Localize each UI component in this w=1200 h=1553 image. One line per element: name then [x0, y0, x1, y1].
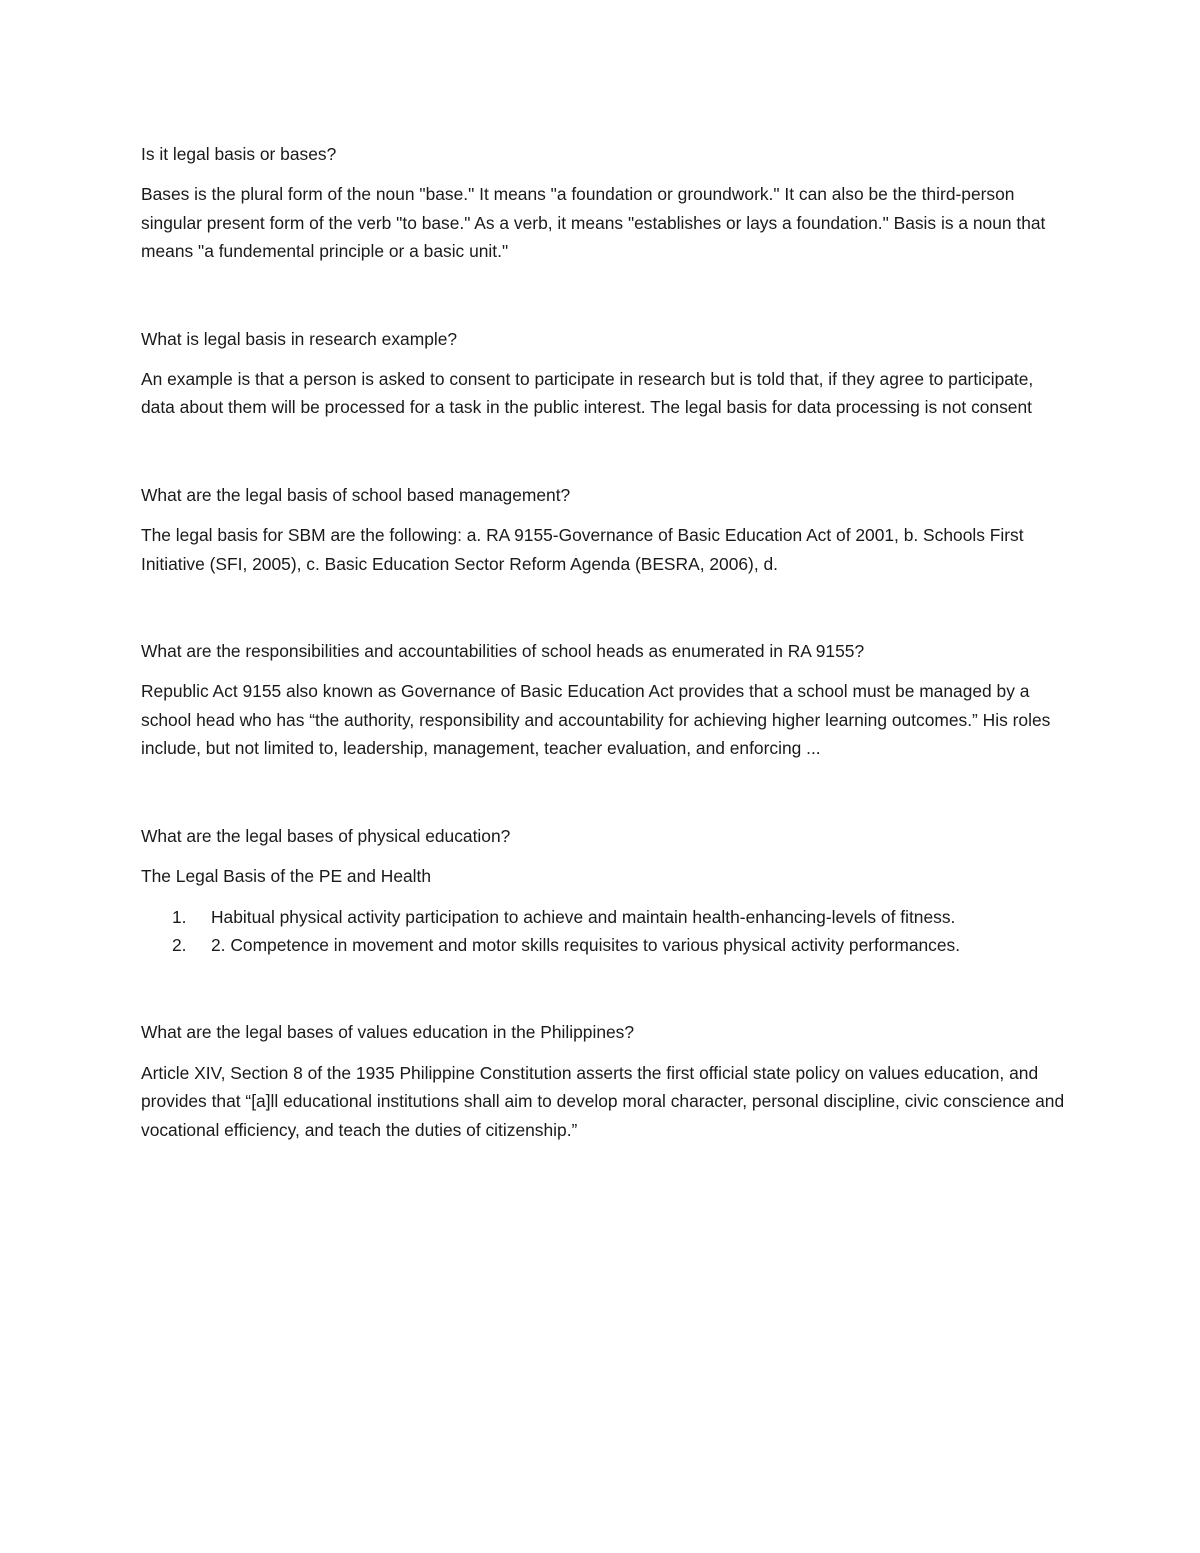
list-item	[141, 931, 1066, 959]
answer-paragraph: An example is that a person is asked to consent to participate in research but is told that, if they agree to participate, data about them will be processed for a task in the public interest. The legal basis for data processing is not consent	[141, 369, 1034, 418]
qa-section-legal-basis-or-bases	[141, 140, 1066, 266]
list-item-number: 2.	[172, 934, 187, 955]
list-item-text: 2. Competence in movement and motor skills requisites to various physical activity performances.	[211, 934, 961, 955]
qa-section-values-education	[141, 1018, 1066, 1144]
list-item-text: Habitual physical activity participation to achieve and maintain health-enhancing-levels of fitness.	[211, 906, 956, 927]
pe-legal-basis-list	[141, 903, 1066, 960]
qa-section-physical-education	[141, 822, 1066, 960]
answer-paragraph: Article XIV, Section 8 of the 1935 Philippine Constitution asserts the first official state policy on values education, and provides that “[a]ll educational institutions shall aim to develop moral character, personal discipline, civic conscience and vocational efficiency, and teach the duties of citizenship.”	[141, 1062, 1065, 1140]
document-body	[141, 140, 1066, 1203]
question-heading: What is legal basis in research example?	[141, 328, 458, 349]
question-heading: What are the legal bases of values education in the Philippines?	[141, 1022, 635, 1043]
question-heading: What are the legal bases of physical education?	[141, 825, 511, 846]
answer-paragraph: Bases is the plural form of the noun "base." It means "a foundation or groundwork." It can also be the third-person singular present form of the verb "to base." As a verb, it means "establishes or lays a foundation." Basis is a noun that means "a fundemental principle or a basic unit."	[141, 184, 1046, 262]
answer-paragraph: The legal basis for SBM are the following: a. RA 9155-Governance of Basic Education Act of 2001, b. Schools First Initiative (SFI, 2005), c. Basic Education Sector Reform Agenda (BESRA, 2006), d.	[141, 525, 1024, 574]
question-heading: What are the legal basis of school based management?	[141, 484, 571, 505]
qa-section-school-based-management	[141, 481, 1066, 578]
list-item	[141, 903, 1066, 931]
answer-paragraph: The Legal Basis of the PE and Health	[141, 866, 432, 887]
answer-paragraph: Republic Act 9155 also known as Governance of Basic Education Act provides that a school must be managed by a school head who has “the authority, responsibility and accountability for achieving higher learning outcomes.” His roles include, but not limited to, leadership, management, teacher evaluation, and enforcing ...	[141, 681, 1051, 759]
qa-section-school-heads-ra-9155	[141, 637, 1066, 763]
qa-section-research-example	[141, 325, 1066, 422]
list-item-number: 1.	[172, 906, 187, 927]
question-heading: Is it legal basis or bases?	[141, 144, 337, 164]
question-heading: What are the responsibilities and accountabilities of school heads as enumerated in RA 9155?	[141, 641, 865, 662]
